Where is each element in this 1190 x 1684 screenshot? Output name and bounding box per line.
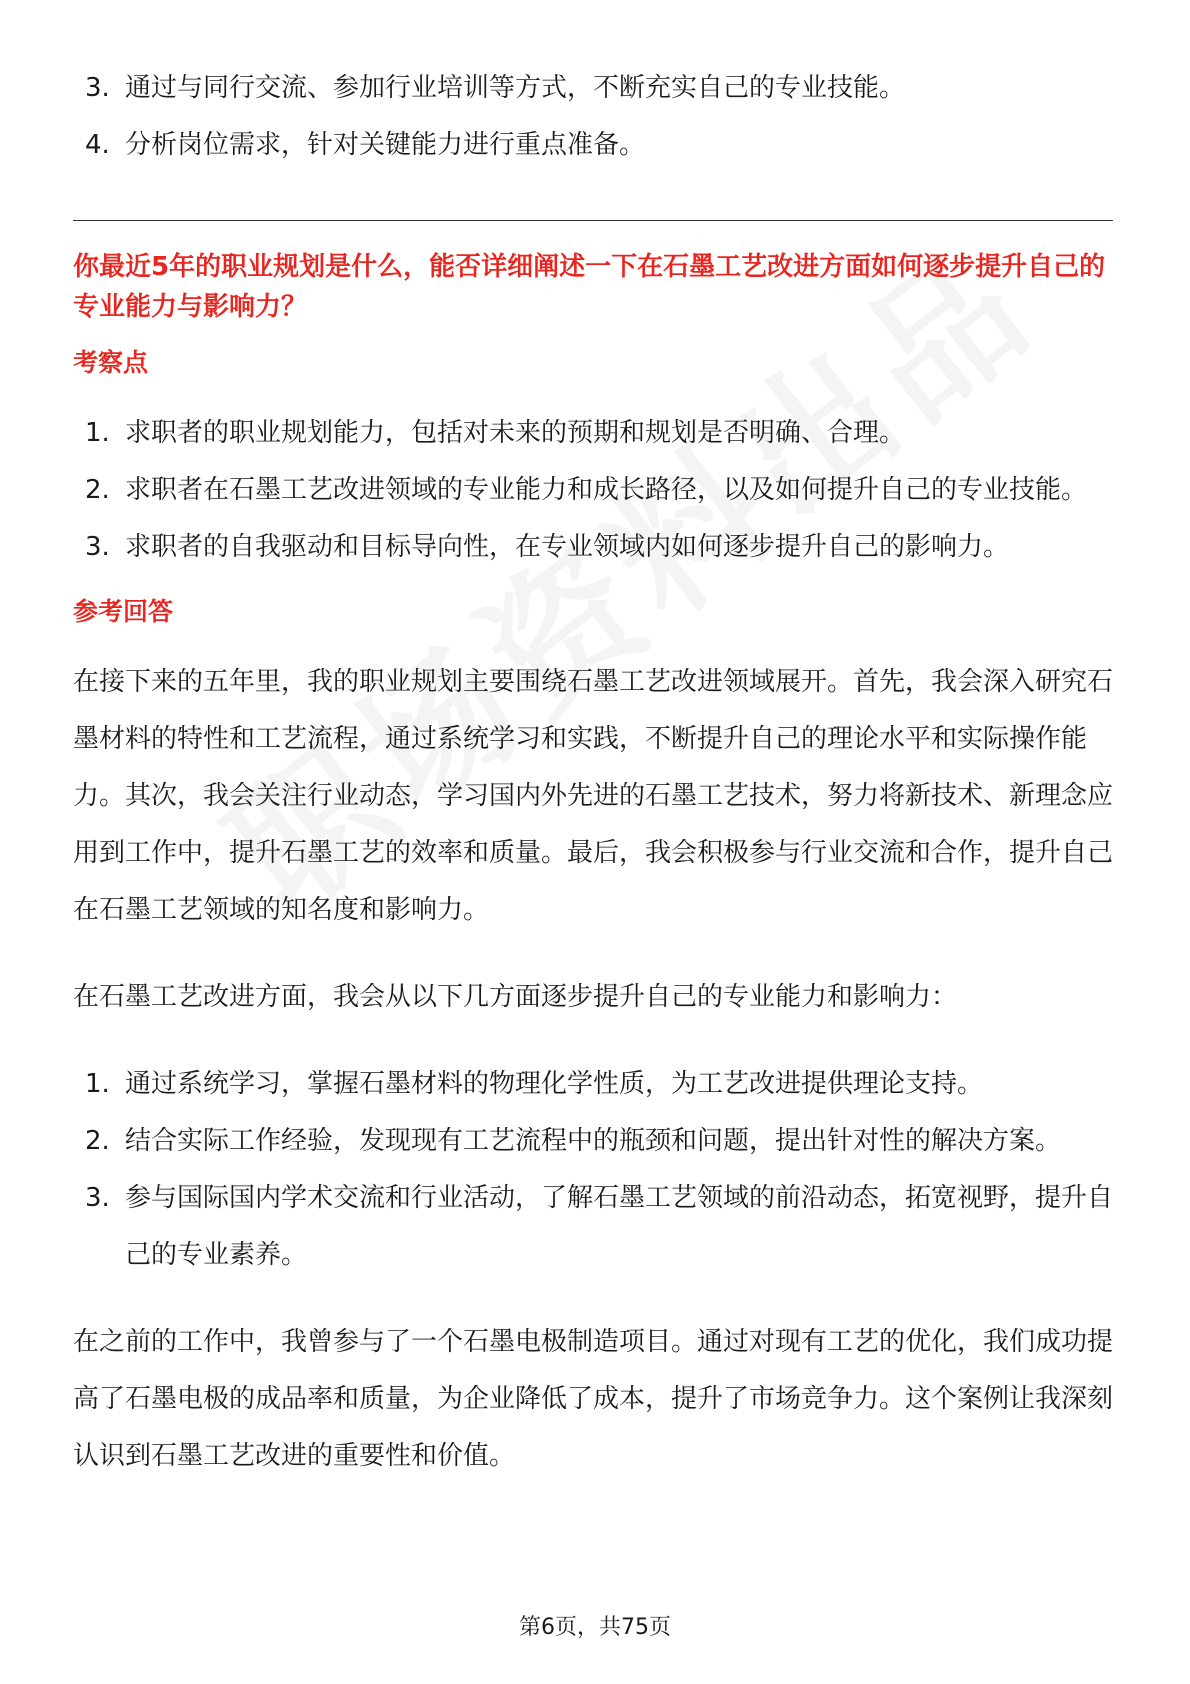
list-number: 3. — [85, 73, 110, 103]
reference-answer-heading: 参考回答 — [73, 597, 174, 626]
list-item — [73, 462, 1113, 519]
list-item — [73, 60, 1113, 117]
list-text: 通过系统学习，掌握石墨材料的物理化学性质，为工艺改进提供理论支持。 — [125, 1069, 984, 1099]
list-item — [73, 405, 1113, 462]
list-number: 3. — [85, 1183, 110, 1213]
question-heading: 你最近5年的职业规划是什么，能否详细阐述一下在石墨工艺改进方面如何逐步提升自己的专业能力与影响力？ — [73, 252, 1106, 322]
list-number: 2. — [85, 475, 110, 505]
list-text: 求职者的职业规划能力，包括对未来的预期和规划是否明确、合理。 — [125, 418, 906, 448]
list-text: 结合实际工作经验，发现现有工艺流程中的瓶颈和问题，提出针对性的解决方案。 — [125, 1126, 1062, 1156]
top-list — [73, 60, 1113, 174]
exam-points-list — [73, 405, 1113, 576]
section-divider — [73, 220, 1113, 221]
answer-paragraph: 在石墨工艺改进方面，我会从以下几方面逐步提升自己的专业能力和影响力： — [73, 982, 958, 1012]
list-text: 参与国际国内学术交流和行业活动，了解石墨工艺领域的前沿动态，拓宽视野，提升自己的专业素养。 — [125, 1183, 1114, 1270]
list-number: 4. — [85, 130, 110, 160]
list-number: 1. — [85, 418, 110, 448]
list-number: 1. — [85, 1069, 110, 1099]
list-item — [73, 1170, 1113, 1284]
list-item — [73, 1056, 1113, 1113]
list-text: 求职者的自我驱动和目标导向性，在专业领域内如何逐步提升自己的影响力。 — [125, 532, 1010, 562]
page-content — [73, 60, 1113, 1485]
list-item — [73, 519, 1113, 576]
answer-paragraph: 在之前的工作中，我曾参与了一个石墨电极制造项目。通过对现有工艺的优化，我们成功提高了石墨电极的成品率和质量，为企业降低了成本，提升了市场竞争力。这个案例让我深刻认识到石墨工艺改进的重要性和价值。 — [73, 1327, 1114, 1471]
answer-list — [73, 1056, 1113, 1284]
list-item — [73, 117, 1113, 174]
list-item — [73, 1113, 1113, 1170]
list-text: 分析岗位需求，针对关键能力进行重点准备。 — [125, 130, 646, 160]
list-text: 通过与同行交流、参加行业培训等方式，不断充实自己的专业技能。 — [125, 73, 906, 103]
list-text: 求职者在石墨工艺改进领域的专业能力和成长路径，以及如何提升自己的专业技能。 — [125, 475, 1088, 505]
page-number: 第6页，共75页 — [519, 1615, 671, 1640]
answer-paragraph: 在接下来的五年里，我的职业规划主要围绕石墨工艺改进领域展开。首先，我会深入研究石墨材料的特性和工艺流程，通过系统学习和实践，不断提升自己的理论水平和实际操作能力。其次，我会关注行业动态，学习国内外先进的石墨工艺技术，努力将新技术、新理念应用到工作中，提升石墨工艺的效率和质量。最后，我会积极参与行业交流和合作，提升自己在石墨工艺领域的知名度和影响力。 — [73, 667, 1114, 925]
list-number: 2. — [85, 1126, 110, 1156]
exam-points-heading: 考察点 — [73, 348, 149, 377]
list-number: 3. — [85, 532, 110, 562]
